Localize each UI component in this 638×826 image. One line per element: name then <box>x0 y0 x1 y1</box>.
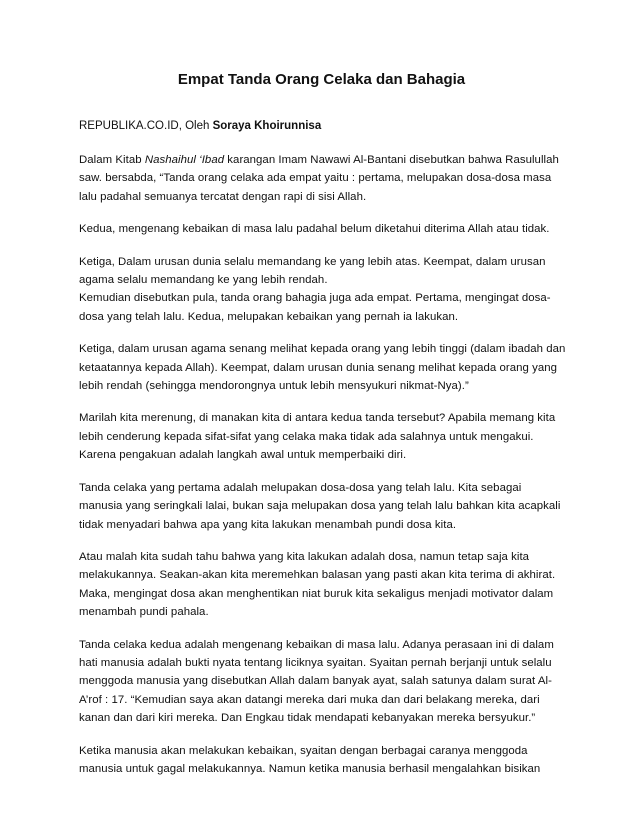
text-line: saw. bersabda, “Tanda orang celaka ada empat yaitu : pertama, melupakan dosa-dosa masa <box>79 172 552 185</box>
paragraph-7 <box>79 548 564 622</box>
byline <box>79 117 564 135</box>
paragraph-9 <box>79 742 564 779</box>
byline-source: REPUBLIKA.CO.ID, Oleh <box>79 120 213 132</box>
text-line <box>79 151 564 169</box>
byline-author: Soraya Khoirunnisa <box>212 120 322 132</box>
text-run: karangan Imam Nawawi Al-Bantani disebutkan bahwa Rasulullah <box>224 154 559 166</box>
paragraph-3 <box>79 253 564 327</box>
text-line: A’rof : 17. “Kemudian saya akan datangi mereka dari muka dan dari belakang mereka, dari <box>79 693 540 706</box>
text-line: manusia untuk gagal melakukannya. Namun ketika manusia berhasil mengalahkan bisikan <box>79 762 541 775</box>
text-line: Tanda celaka kedua adalah mengenang kebaikan di masa lalu. Adanya perasaan ini di dalam <box>79 638 554 651</box>
text-line: menambah pundi pahala. <box>79 606 209 619</box>
document-title: Empat Tanda Orang Celaka dan Bahagia <box>177 71 466 88</box>
text-line: tidak menyadari bahwa apa yang kita lakukan menambah pundi dosa kita. <box>79 518 457 531</box>
text-line: lebih cenderung kepada sifat-sifat yang celaka maka tidak ada salahnya untuk mengakui. <box>79 430 534 443</box>
text-line: Kedua, mengenang kebaikan di masa lalu padahal belum diketahui diterima Allah atau tidak. <box>79 223 550 236</box>
paragraph-4 <box>79 340 564 395</box>
text-line: kanan dan dari kiri mereka. Dan Engkau tidak mendapati kebanyakan mereka bersyukur.” <box>79 712 536 725</box>
paragraph-2 <box>79 220 564 238</box>
text-line: ketaatannya kepada Allah). Keempat, dalam urusan dunia senang melihat kepada orang yang <box>79 361 558 374</box>
text-line: Marilah kita merenung, di manakan kita di antara kedua tanda tersebut? Apabila memang kita <box>79 412 556 425</box>
text-line: Ketiga, dalam urusan agama senang melihat kepada orang yang lebih tinggi (dalam ibadah dan <box>79 343 566 356</box>
paragraph-5 <box>79 409 564 464</box>
text-line: Tanda celaka yang pertama adalah melupakan dosa-dosa yang telah lalu. Kita sebagai <box>79 481 522 494</box>
text-line: melakukannya. Seakan-akan kita meremehkan balasan yang pasti akan kita terima di akhirat. <box>79 569 556 582</box>
text-line: Maka, mengingat dosa akan menghentikan niat buruk kita sekaligus menjadi motivator dalam <box>79 587 554 600</box>
document-page <box>79 70 564 778</box>
text-line: dosa yang telah lalu. Kedua, melupakan kebaikan yang pernah ia lakukan. <box>79 310 459 323</box>
text-line: menggoda manusia yang disebutkan Allah dalam banyak ayat, salah satunya dalam surat Al- <box>79 675 552 688</box>
text-run: Dalam Kitab <box>79 154 145 166</box>
text-line: hati manusia adalah bukti nyata tentang liciknya syaitan. Syaitan pernah berjanji untuk selalu <box>79 656 552 669</box>
paragraph-8 <box>79 636 564 728</box>
text-line: Karena pengakuan adalah langkah awal untuk memperbaiki diri. <box>79 449 407 462</box>
paragraph-1 <box>79 151 564 206</box>
text-line: Atau malah kita sudah tahu bahwa yang kita lakukan adalah dosa, namun tetap saja kita <box>79 550 530 563</box>
text-line: lalu padahal semuanya tercatat dengan rapi di sisi Allah. <box>79 190 367 203</box>
text-line: Ketika manusia akan melakukan kebaikan, syaitan dengan berbagai caranya menggoda <box>79 744 528 757</box>
paragraph-6 <box>79 479 564 534</box>
text-line: lebih rendah (sehingga mendorongnya untuk lebih mensyukuri nikmat-Nya).” <box>79 380 469 393</box>
text-line: manusia yang seringkali lalai, bukan saja melupakan dosa yang telah lalu bahkan kita acapkali <box>79 500 561 513</box>
book-title: Nashaihul ‘Ibad <box>144 154 225 166</box>
text-line: Ketiga, Dalam urusan dunia selalu memandang ke yang lebih atas. Keempat, dalam urusan <box>79 255 546 268</box>
text-line: Kemudian disebutkan pula, tanda orang bahagia juga ada empat. Pertama, mengingat dosa- <box>79 292 551 305</box>
text-line: agama selalu memandang ke yang lebih rendah. <box>79 274 328 287</box>
